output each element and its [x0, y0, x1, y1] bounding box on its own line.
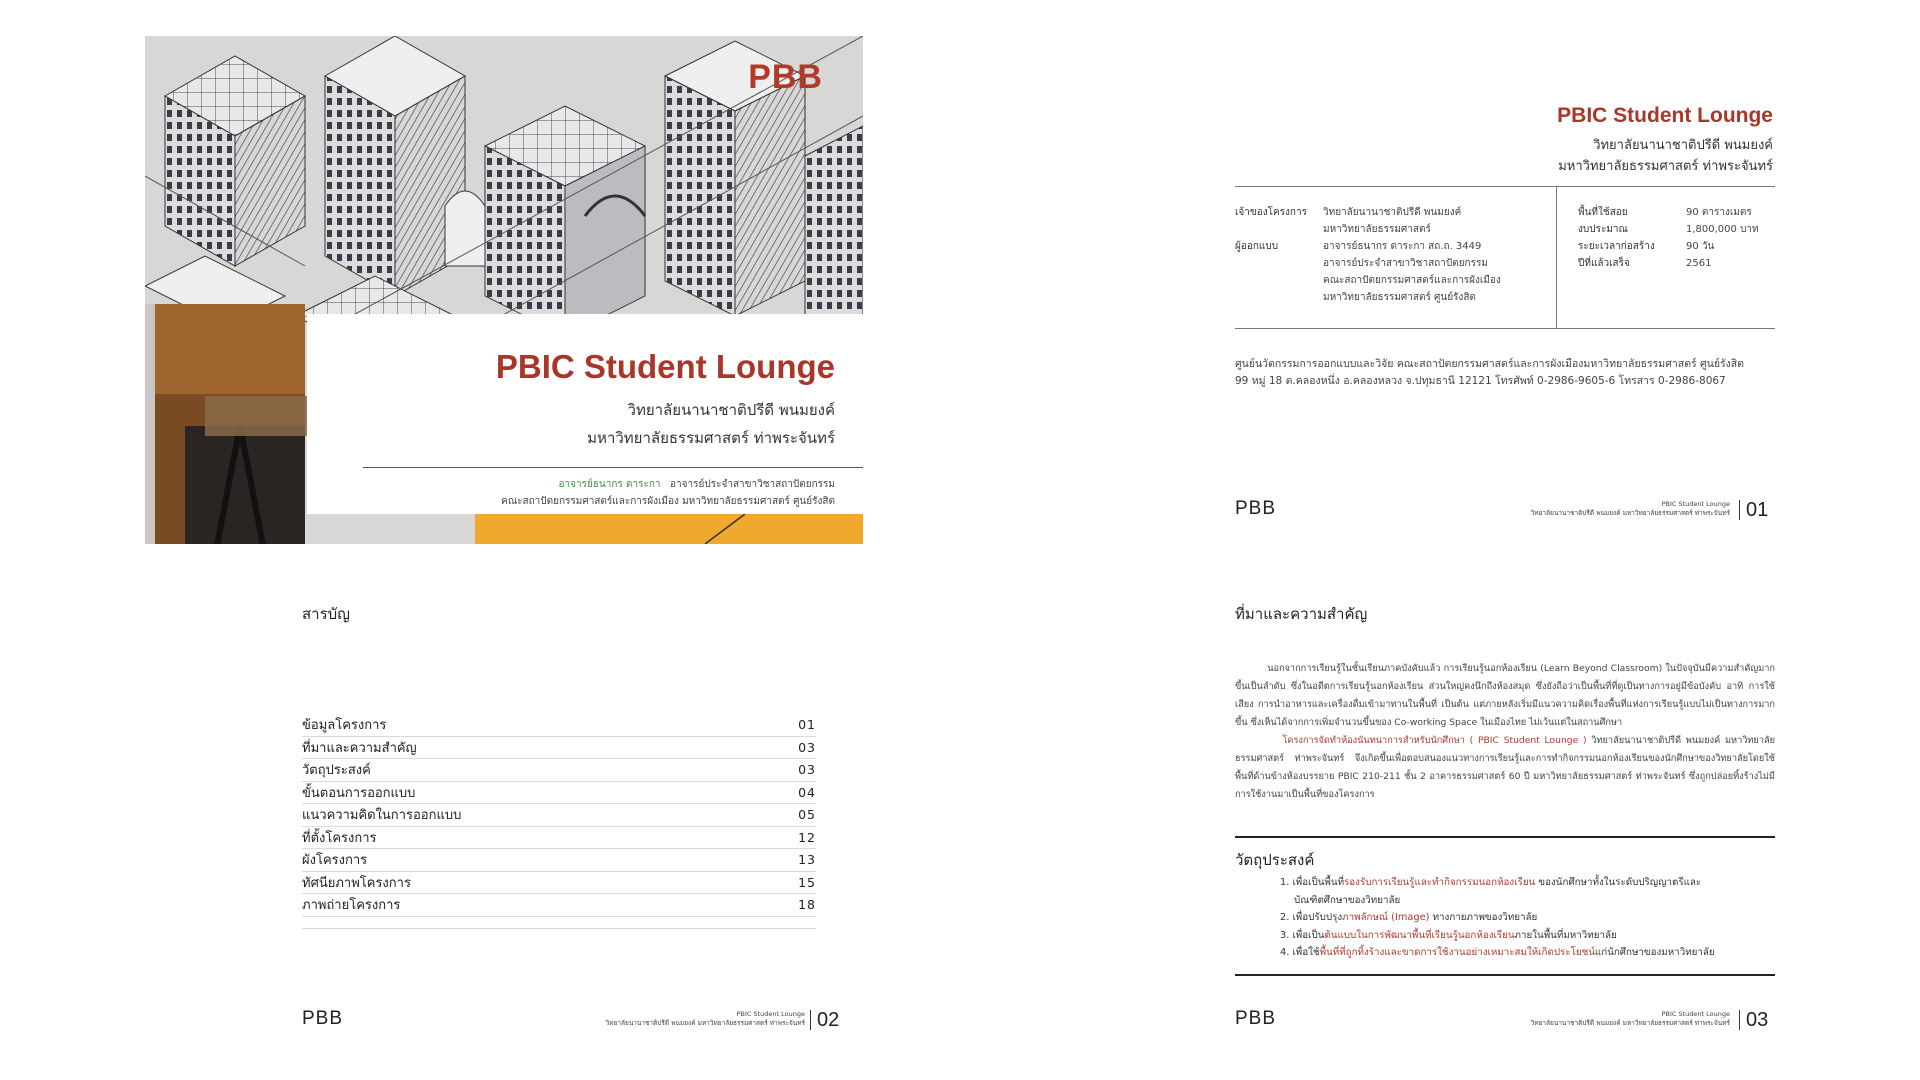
- toc-page: 15: [798, 874, 816, 890]
- toc-row[interactable]: [302, 804, 816, 827]
- cover-title: PBIC Student Lounge: [495, 348, 835, 385]
- page03-footer-logo: PBB: [1235, 1008, 1277, 1029]
- objectives-list: [1280, 874, 1715, 962]
- objectives-bottom-rule: [1235, 974, 1775, 976]
- page02-footer-separator: [810, 1010, 811, 1030]
- toc-page: 05: [798, 807, 816, 823]
- objective-1: [1280, 874, 1715, 892]
- cover-subtitle-1: วิทยาลัยนานาชาติปรีดี พนมยงค์: [627, 401, 835, 419]
- toc-page: 12: [798, 829, 816, 845]
- designer-value-1: อาจารย์ธนากร ดาระกา สถ.ถ. 3449: [1323, 241, 1482, 252]
- toc-row[interactable]: [302, 782, 816, 805]
- toc-page: 13: [798, 852, 816, 868]
- toc-label: วัตถุประสงค์: [302, 763, 371, 779]
- toc-page: 18: [798, 897, 816, 913]
- cover-subtitle-2: มหาวิทยาลัยธรรมศาสตร์ ท่าพระจันทร์: [587, 429, 835, 447]
- toc-label: ที่มาและความสำคัญ: [302, 740, 417, 756]
- toc-row[interactable]: [302, 759, 816, 782]
- toc-label: ภาพถ่ายโครงการ: [302, 898, 401, 914]
- background-paragraph: [1235, 660, 1775, 804]
- toc-label: ที่ตั้งโครงการ: [302, 830, 377, 846]
- objective-2-rest: ทางกายภาพของวิทยาลัย: [1429, 912, 1538, 923]
- page01-subtitle-1: วิทยาลัยนานาชาติปรีดี พนมยงค์: [1593, 138, 1773, 153]
- toc-row[interactable]: [302, 737, 816, 760]
- designer-label: ผู้ออกแบบ: [1235, 241, 1279, 252]
- page03-footer-separator: [1739, 1010, 1740, 1030]
- footer-project: PBIC Student Lounge: [1661, 1010, 1730, 1018]
- toc-row[interactable]: [302, 849, 816, 872]
- para-project-name: โครงการจัดทำห้องนันทนาการสำหรับนักศึกษา ( PBIC Student Lounge ): [1282, 735, 1587, 746]
- cover-logo: PBB: [748, 58, 823, 96]
- page02-footer-logo: PBB: [302, 1008, 344, 1029]
- duration-label: ระยะเวลาก่อสร้าง: [1578, 241, 1655, 252]
- para-part-2: วิทยาลัยนานาชาติปรีดี พนมยงค์ มหาวิทยาลัยธรรมศาสตร์ ท่าพระจันทร์ จึงเกิดขึ้นเพื่อตอบสนองแนวทางการเรียนรู้และการทำกิจกรรมนอกห้องเรียนของนักศึกษาของวิทยาลัยโดยใช้พื้นที่ด้านข้างห้องบรรยาย PBIC 210-211 ชั้น 2 อาคารธรรมศาสตร์ 60 ปี มหาวิทยาลัยธรรมศาสตร์ ท่าพระจันทร์ ซึ่งถูกปล่อยทิ้งร้างไม่มีการใช้งานมาเป็นพื้นที่ของโครงการ: [1235, 735, 1775, 800]
- page03-footer-text: [1531, 1010, 1730, 1028]
- objective-3-highlight: ต้นแบบในการพัฒนาพื้นที่เรียนรู้นอกห้องเรียน: [1324, 929, 1515, 941]
- budget-label: งบประมาณ: [1578, 224, 1628, 235]
- year-label: ปีที่แล้วเสร็จ: [1578, 258, 1630, 269]
- owner-value-1: วิทยาลัยนานาชาติปรีดี พนมยงค์: [1323, 207, 1462, 218]
- owner-value-2: มหาวิทยาลัยธรรมศาสตร์: [1323, 224, 1431, 235]
- cover-designer-line: [558, 477, 835, 492]
- page01-column-divider: [1556, 186, 1557, 328]
- page01-footer-separator: [1739, 500, 1740, 520]
- area-value: 90 ตารางเมตร: [1686, 207, 1752, 218]
- para-part-1: นอกจากการเรียนรู้ในชั้นเรียนภาคบังคับแล้ว การเรียนรู้นอกห้องเรียน (Learn Beyond Classroom) ในปัจจุบันมีความสำคัญมากขึ้นเป็นลำดับ ซึ่งในอดีตการเรียนรู้นอกห้องเรียน ส่วนใหญ่คงนึกถึงห้องสมุด ซึ่งยังถือว่าเป็นพื้นที่ที่ดูเป็นทางการอยู่มีข้อบังคับ อาทิ การใช้เสียง การนำอาหารและเครื่องดื่มเข้ามาทานในพื้นที่ เป็นต้น แต่ภายหลังเริ่มมีแนวความคิดเรื่องพื้นที่แห่งการเรียนรู้แบบไม่เป็นทางการมากขึ้น ซึ่งเห็นได้จากการเพิ่มจำนวนขึ้นของ Co-working Space ในเมืองไทย ไม่เว้นแต่ในสถานศึกษา: [1235, 663, 1775, 728]
- duration-value: 90 วัน: [1686, 241, 1715, 252]
- table-of-contents: [302, 714, 816, 917]
- objective-4-rest: แก่นักศึกษาของมหาวิทยาลัย: [1594, 947, 1715, 958]
- objective-2-highlight: ภาพลักษณ์ (Image): [1342, 912, 1430, 923]
- designer-value-4: มหาวิทยาลัยธรรมศาสตร์ ศูนย์รังสิต: [1323, 292, 1476, 303]
- toc-row[interactable]: [302, 714, 816, 737]
- objective-3: [1280, 927, 1715, 945]
- toc-heading: สารบัญ: [302, 605, 350, 623]
- toc-page: 03: [798, 762, 816, 778]
- page01-subtitle-2: มหาวิทยาลัยธรรมศาสตร์ ท่าพระจันทร์: [1558, 159, 1773, 174]
- objective-2: [1280, 909, 1715, 927]
- designer-value-2: อาจารย์ประจำสาขาวิชาสถาปัตยกรรม: [1323, 258, 1488, 269]
- cover-divider: [363, 467, 863, 468]
- page01-title: PBIC Student Lounge: [1557, 104, 1773, 127]
- toc-label: ทัศนียภาพโครงการ: [302, 875, 411, 891]
- toc-page: 04: [798, 784, 816, 800]
- cover-designer-name: อาจารย์ธนากร ดาระกา: [558, 479, 661, 490]
- objectives-heading: วัตถุประสงค์: [1235, 851, 1315, 869]
- objective-4: [1280, 944, 1715, 962]
- cover-faculty: คณะสถาปัตยกรรมศาสตร์และการผังเมือง มหาวิทยาลัยธรรมศาสตร์ ศูนย์รังสิต: [501, 496, 835, 507]
- toc-row[interactable]: [302, 827, 816, 850]
- project-info-left: [1235, 204, 1501, 306]
- page01-footer-logo: PBB: [1235, 498, 1277, 519]
- page03-number: 03: [1746, 1009, 1769, 1031]
- cover-title-panel: [307, 314, 863, 514]
- objective-1-highlight: รองรับการเรียนรู้และทำกิจกรรมนอกห้องเรียน: [1344, 877, 1536, 888]
- objective-1-cont: บัณฑิตศึกษาของวิทยาลัย: [1294, 894, 1401, 906]
- toc-row[interactable]: [302, 872, 816, 895]
- page01-footer-text: [1531, 500, 1730, 518]
- page02-footer-text: [606, 1010, 805, 1028]
- page01-bottom-rule: [1235, 328, 1775, 329]
- toc-label: ข้อมูลโครงการ: [302, 718, 387, 734]
- objective-2-text: 2. เพื่อปรับปรุง: [1280, 912, 1343, 923]
- footer-project: PBIC Student Lounge: [736, 1010, 805, 1018]
- area-label: พื้นที่ใช้สอย: [1578, 207, 1628, 218]
- objective-3-rest: ภายในพื้นที่มหาวิทยาลัย: [1514, 929, 1617, 941]
- budget-value: 1,800,000 บาท: [1686, 224, 1759, 235]
- objective-1-rest: ของนักศึกษาทั้งในระดับปริญญาตรีและ: [1535, 877, 1702, 888]
- objectives-top-rule: [1235, 836, 1775, 838]
- cover-designer-role: อาจารย์ประจำสาขาวิชาสถาปัตยกรรม: [670, 479, 835, 490]
- toc-end-rule: [302, 928, 816, 929]
- objective-4-highlight: พื้นที่ที่ถูกทิ้งร้างและขาดการใช้งานอย่างเหมาะสมให้เกิดประโยชน์: [1319, 947, 1595, 958]
- toc-row[interactable]: [302, 894, 816, 917]
- page02-number: 02: [817, 1009, 840, 1031]
- designer-value-3: คณะสถาปัตยกรรมศาสตร์และการผังเมือง: [1323, 275, 1501, 286]
- toc-label: ผังโครงการ: [302, 853, 368, 869]
- year-value: 2561: [1686, 258, 1712, 269]
- page01-number: 01: [1746, 499, 1769, 521]
- cover-page: [145, 36, 863, 544]
- objective-4-text: 4. เพื่อใช้: [1280, 947, 1320, 958]
- objective-1-text: 1. เพื่อเป็นพื้นที่: [1280, 877, 1345, 888]
- toc-label: ขั้นตอนการออกแบบ: [302, 785, 416, 801]
- footer-org: วิทยาลัยนานาชาติปรีดี พนมยงค์ มหาวิทยาลัยธรรมศาสตร์ ท่าพระจันทร์: [1530, 1019, 1730, 1027]
- center-address-1: ศูนย์นวัตกรรมการออกแบบและวิจัย คณะสถาปัตยกรรมศาสตร์และการผังเมืองมหาวิทยาลัยธรรมศาสตร์ ศูนย์รังสิต: [1235, 358, 1744, 370]
- footer-project: PBIC Student Lounge: [1661, 500, 1730, 508]
- toc-label: แนวความคิดในการออกแบบ: [302, 808, 462, 824]
- page01-top-rule: [1235, 186, 1775, 187]
- owner-label: เจ้าของโครงการ: [1235, 207, 1307, 218]
- toc-page: 03: [798, 739, 816, 755]
- background-heading: ที่มาและความสำคัญ: [1235, 605, 1368, 623]
- center-address-2: 99 หมู่ 18 ต.คลองหนึ่ง อ.คลองหลวง จ.ปทุมธานี 12121 โทรศัพท์ 0-2986-9605-6 โทรสาร 0-2986-8067: [1235, 375, 1726, 387]
- objective-3-text: 3. เพื่อเป็น: [1280, 929, 1325, 941]
- toc-page: 01: [798, 717, 816, 733]
- project-info-right: [1578, 204, 1759, 272]
- footer-org: วิทยาลัยนานาชาติปรีดี พนมยงค์ มหาวิทยาลัยธรรมศาสตร์ ท่าพระจันทร์: [605, 1019, 805, 1027]
- footer-org: วิทยาลัยนานาชาติปรีดี พนมยงค์ มหาวิทยาลัยธรรมศาสตร์ ท่าพระจันทร์: [1530, 509, 1730, 517]
